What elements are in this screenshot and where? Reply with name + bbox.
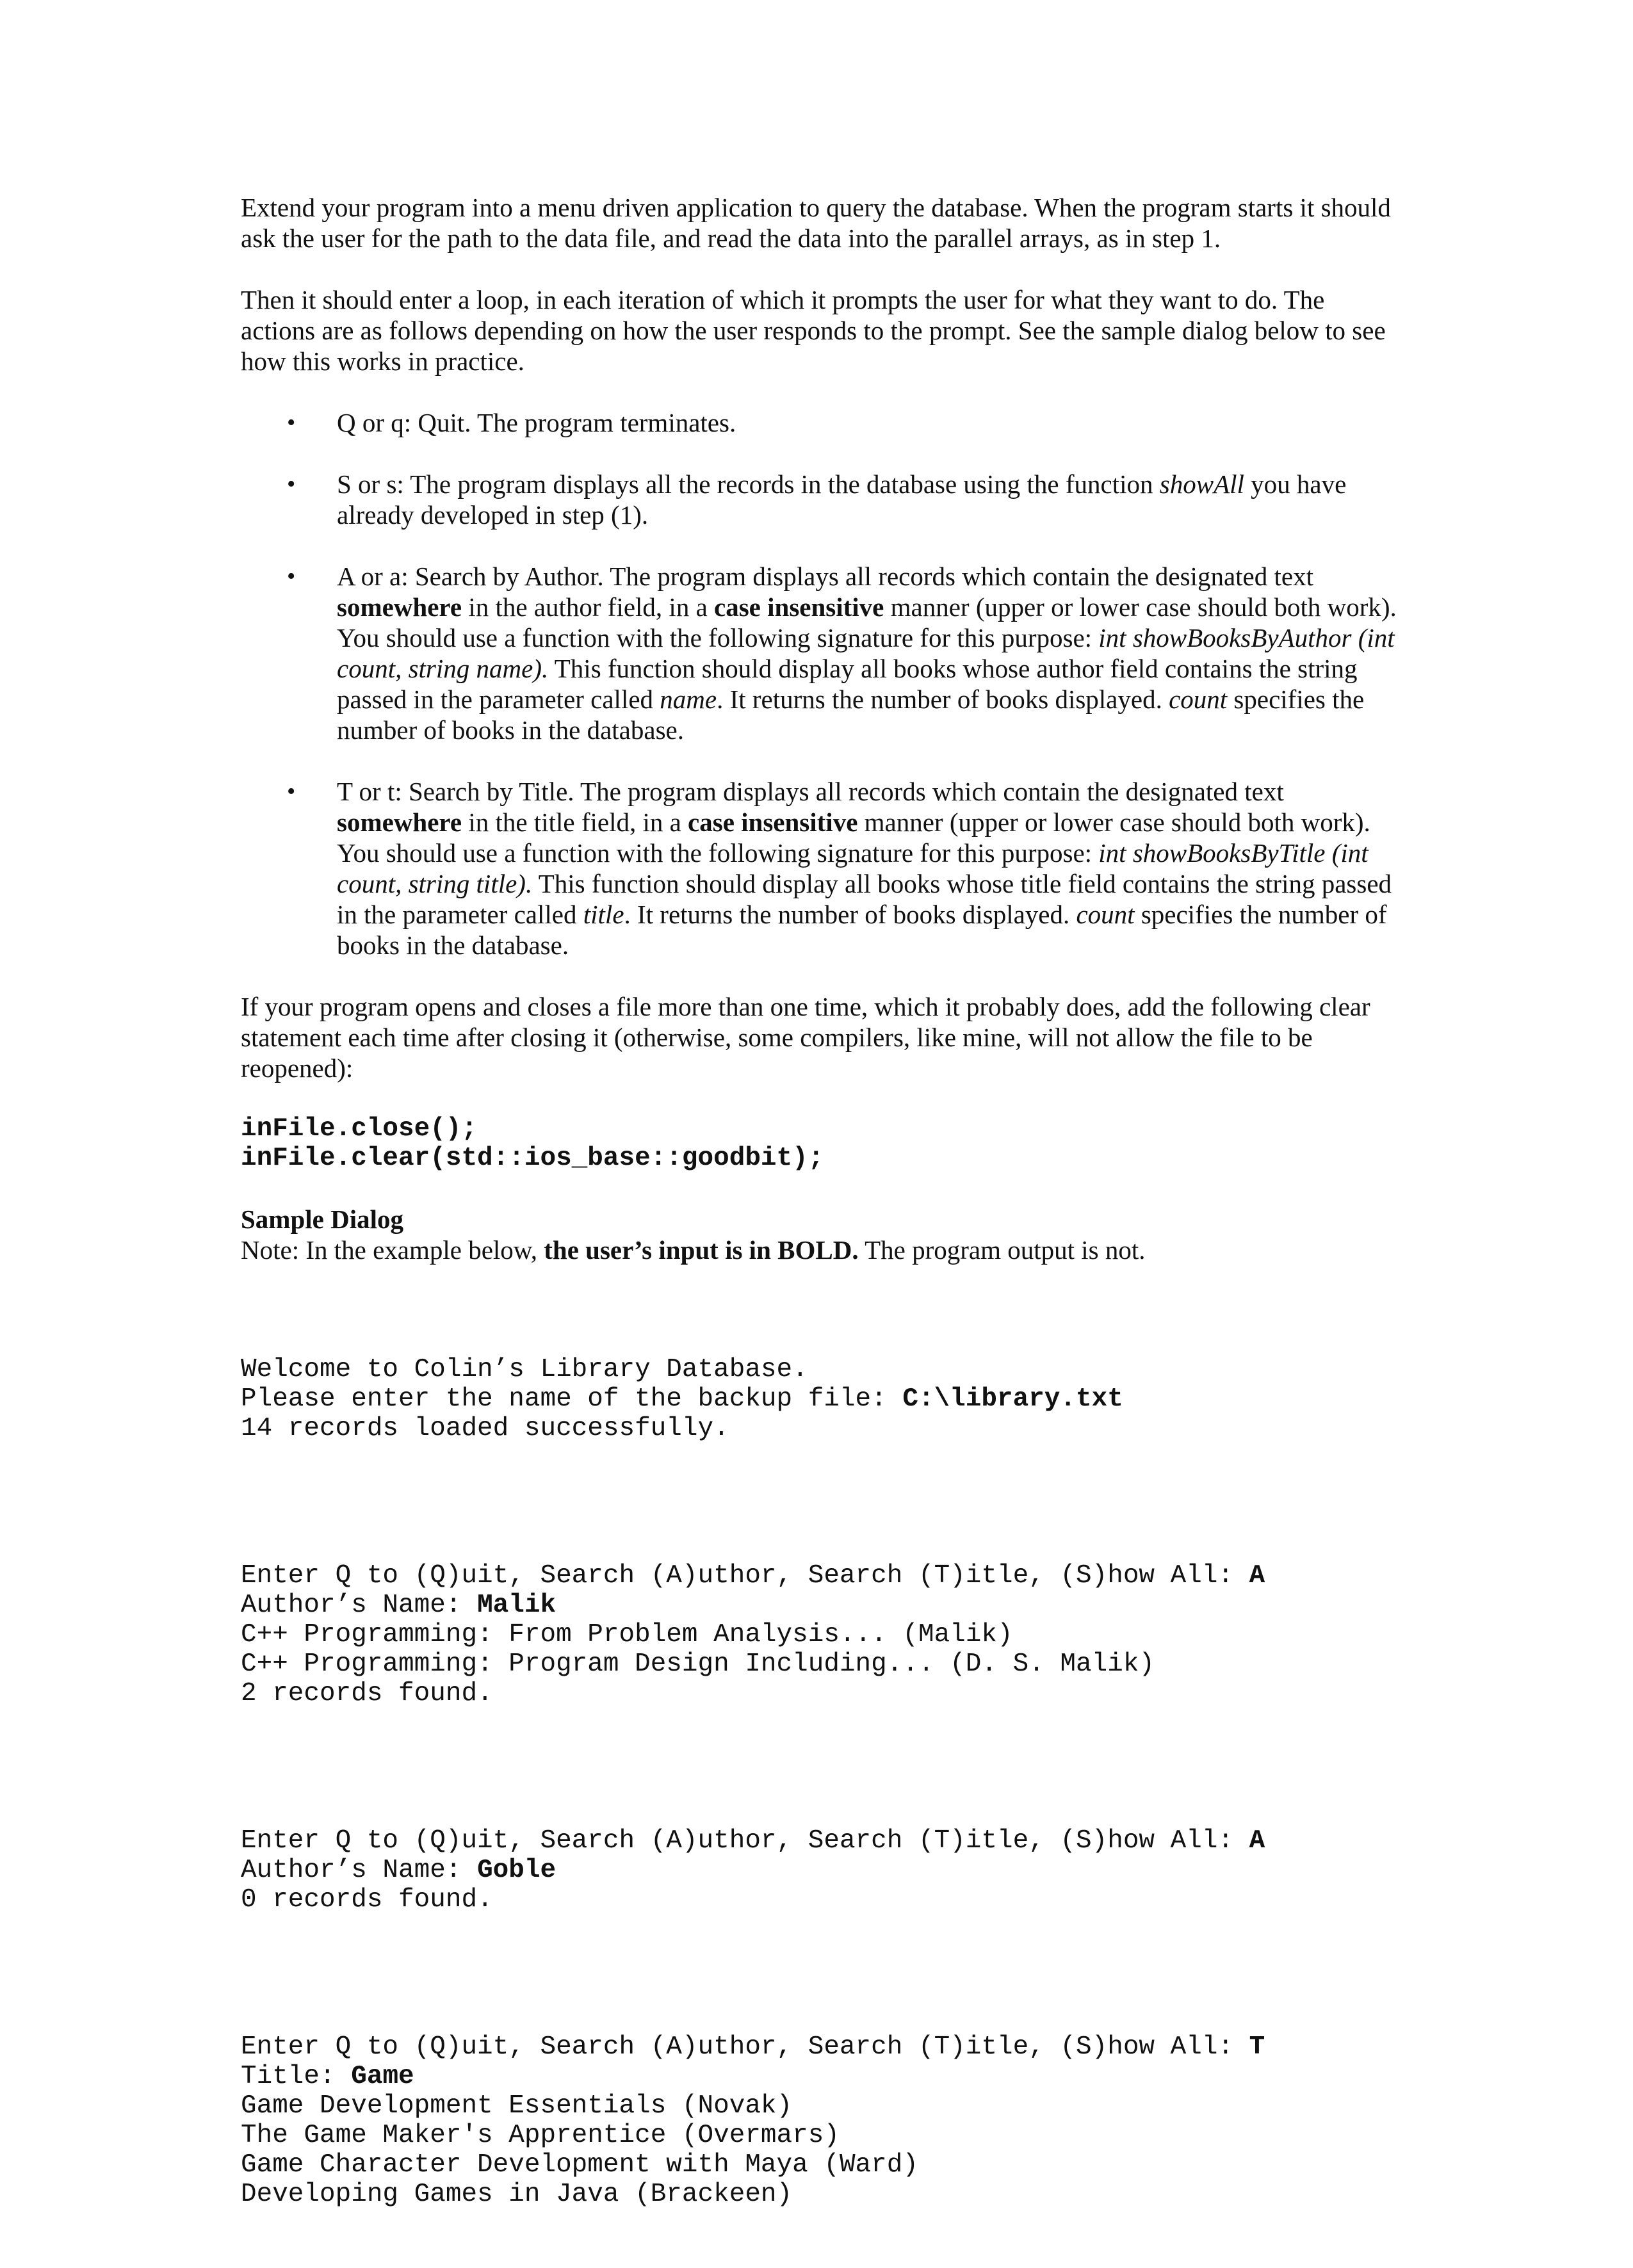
title-param: title [583,900,624,929]
title-text-e: . It returns the number of books displayed. [624,900,1076,929]
author-somewhere: somewhere [337,592,462,622]
show-text-a: S or s: The program displays all the records in the database using the function [337,469,1160,499]
title-case-insensitive: case insensitive [688,807,858,837]
title-text-c: manner (upper or lower case should both work). You should use a function with the following signature for this purpose: [337,807,1370,868]
code-line-close: inFile.close(); [241,1114,478,1144]
dialog-group-2 [241,1826,1400,1915]
dialog-menu-choice: A [1249,1826,1265,1856]
sample-dialog-heading: Sample Dialog [241,1204,403,1234]
dialog-welcome-group [241,1355,1400,1443]
dialog-result-line: Game Character Development with Maya (Ward) [241,2150,918,2180]
dialog-backup-prompt: Please enter the name of the backup file: [241,1384,903,1414]
list-item-title [241,776,1400,960]
dialog-author-input: Malik [477,1591,557,1620]
list-item-show [241,469,1400,530]
title-text-b: in the title field, in a [462,807,688,837]
note-text-c: The program output is not. [858,1235,1146,1265]
dialog-result-line: C++ Programming: Program Design Including... (D. S. Malik) [241,1649,1155,1679]
dialog-menu-prompt: Enter Q to (Q)uit, Search (A)uthor, Search (T)itle, (S)how All: [241,2032,1249,2062]
author-case-insensitive: case insensitive [714,592,884,622]
note-text-a: Note: In the example below, [241,1235,544,1265]
title-text-f: specifies the number of books in the database. [337,900,1387,960]
author-text-d: This function should display all books whose author field contains the string passed in the parameter called [337,654,1358,714]
dialog-menu-line [241,1561,1400,1591]
author-text-b: in the author field, in a [462,592,715,622]
dialog-author-prompt: Author’s Name: [241,1591,478,1620]
intro-paragraph-1: Extend your program into a menu driven application to query the database. When the program starts it should ask the user for the path to the data file, and read the data into the parallel arrays, as in step 1. [241,193,1391,253]
code-block [241,1114,1400,1173]
dialog-backup-line [241,1384,1400,1414]
author-text-e: . It returns the number of books displayed. [717,684,1169,714]
show-text-b: you have already developed in step (1). [337,469,1347,530]
quit-text: Q or q: Quit. The program terminates. [337,408,736,437]
dialog-menu-line [241,1826,1400,1856]
title-somewhere: somewhere [337,807,462,837]
dialog-found: 2 records found. [241,1679,493,1708]
dialog-loaded: 14 records loaded successfully. [241,1414,729,1443]
document-page [241,192,1400,2268]
title-signature: int showBooksByTitle (int count, string title). [337,838,1369,898]
action-list [241,407,1400,960]
dialog-author-prompt: Author’s Name: [241,1856,478,1885]
author-text-f: specifies the number of books in the database. [337,684,1365,745]
bullet-icon: • [287,563,296,590]
author-text-a: A or a: Search by Author. The program displays all records which contain the designated text [337,562,1313,591]
author-signature: int showBooksByAuthor (int count, string name). [337,623,1395,683]
dialog-author-line [241,1856,1400,1885]
bullet-icon: • [287,471,296,498]
dialog-title-prompt: Title: [241,2062,352,2091]
intro-paragraph-2: Then it should enter a loop, in each iteration of which it prompts the user for what they want to do. The actions are as follows depending on how the user responds to the prompt. See the sample dialog below to see how this works in practice. [241,285,1386,376]
sample-dialog-note [241,1235,1400,1265]
author-param: name [660,684,717,714]
dialog-result-line: Game Development Essentials (Novak) [241,2091,793,2121]
dialog-menu-prompt: Enter Q to (Q)uit, Search (A)uthor, Search (T)itle, (S)how All: [241,1826,1249,1856]
dialog-result-line: The Game Maker's Apprentice (Overmars) [241,2121,840,2150]
author-text-c: manner (upper or lower case should both work). You should use a function with the following signature for this purpose: [337,592,1397,652]
dialog-menu-choice: T [1249,2032,1265,2062]
dialog-welcome: Welcome to Colin’s Library Database. [241,1355,808,1384]
dialog-author-line [241,1591,1400,1620]
title-text-d: This function should display all books whose title field contains the string passed in the parameter called [337,869,1392,929]
show-function-name: showAll [1159,469,1244,499]
dialog-backup-input: C:\library.txt [902,1384,1123,1414]
list-item-quit [241,407,1400,438]
dialog-group-3 [241,2032,1400,2209]
list-item-author [241,561,1400,745]
dialog-menu-line [241,2032,1400,2062]
title-text-a: T or t: Search by Title. The program displays all records which contain the designated text [337,777,1284,806]
dialog-found: 0 records found. [241,1885,493,1915]
sample-dialog [241,1296,1400,2268]
dialog-author-input: Goble [477,1856,557,1885]
code-line-clear: inFile.clear(std::ios_base::goodbit); [241,1144,824,1173]
dialog-group-1 [241,1561,1400,1708]
dialog-title-line [241,2062,1400,2091]
bullet-icon: • [287,409,296,436]
dialog-menu-prompt: Enter Q to (Q)uit, Search (A)uthor, Search (T)itle, (S)how All: [241,1561,1249,1591]
dialog-result-line: C++ Programming: From Problem Analysis... (Malik) [241,1620,1013,1649]
dialog-title-input: Game [351,2062,414,2091]
dialog-menu-choice: A [1249,1561,1265,1591]
author-count: count [1169,684,1228,714]
note-bold: the user’s input is in BOLD. [544,1235,859,1265]
dialog-result-line: Developing Games in Java (Brackeen) [241,2180,793,2209]
clear-note: If your program opens and closes a file more than one time, which it probably does, add the following clear statement each time after closing it (otherwise, some compilers, like mine, will not allow the file to be reopened): [241,992,1370,1083]
bullet-icon: • [287,778,296,805]
title-count: count [1076,900,1135,929]
